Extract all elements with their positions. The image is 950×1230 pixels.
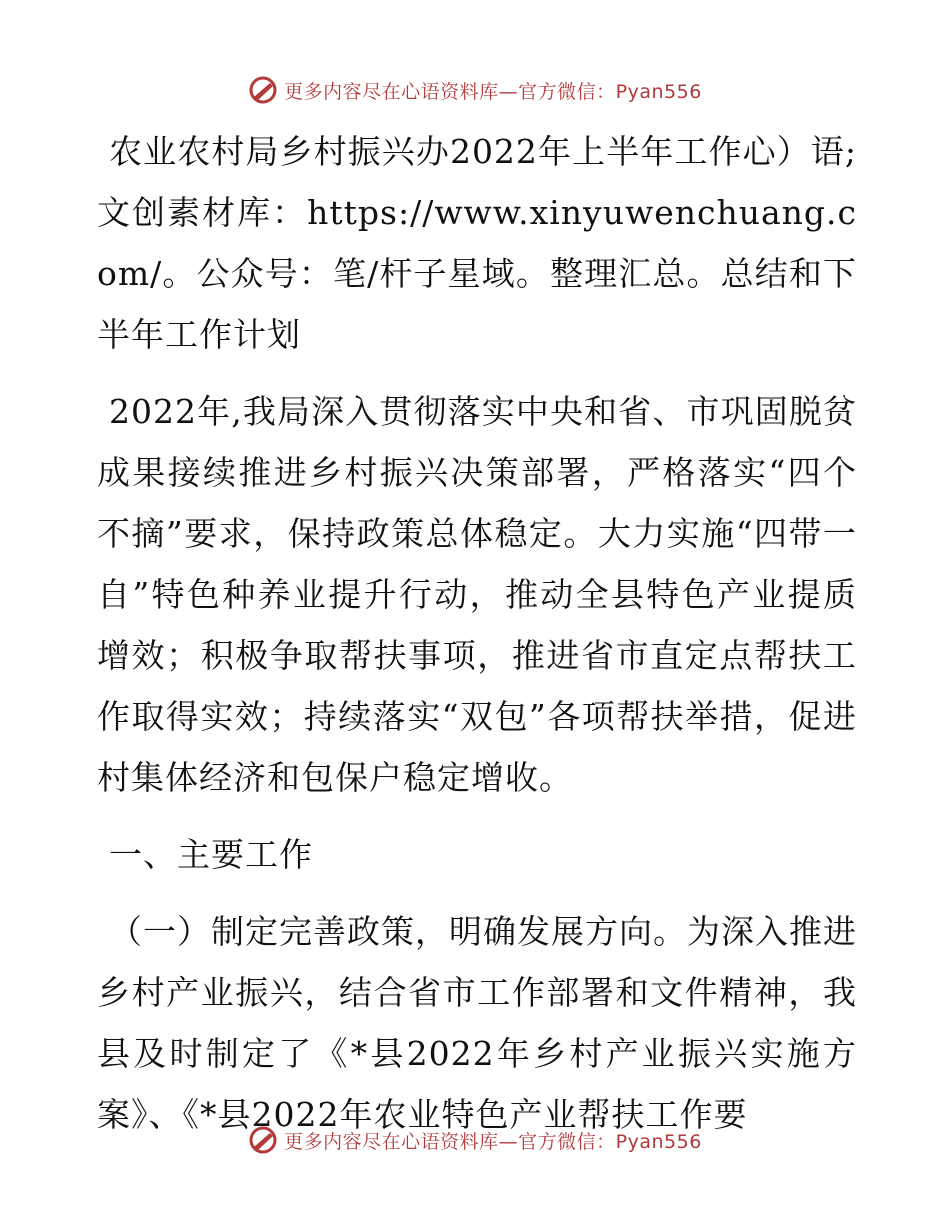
header-watermark	[0, 70, 950, 110]
watermark-text: 更多内容尽在心语资料库—官方微信：Pyan556	[284, 1130, 702, 1153]
section-item-one: （一）制定完善政策，明确发展方向。为深入推进乡村产业振兴，结合省市工作部署和文件精神，我县及时制定了《*县2022年乡村产业振兴实施方案》、《*县2022年农业特色产业帮扶工作要	[97, 912, 857, 1134]
intro-paragraph: 2022年,我局深入贯彻落实中央和省、市巩固脱贫成果接续推进乡村振兴决策部署，严格落实“四个不摘”要求，保持政策总体稳定。大力实施“四带一自”特色种养业提升行动，推动全县特色产业提质增效；积极争取帮扶事项，推进省市直定点帮扶工作取得实效；持续落实“双包”各项帮扶举措，促进村集体经济和包保户稳定增收。	[97, 392, 857, 797]
section-heading: 一、主要工作	[109, 835, 313, 874]
watermark-text: 更多内容尽在心语资料库—官方微信：Pyan556	[284, 80, 702, 103]
document-body	[97, 121, 857, 1145]
footer-watermark	[0, 1120, 950, 1160]
document-title: 农业农村局乡村振兴办2022年上半年工作心）语;文创素材库：https://www.xinyuwenchuang.com/。公众号：笔/杆子星域。整理汇总。总结和下半年工作计划	[97, 132, 857, 354]
brush-seal-icon	[248, 1125, 278, 1155]
brush-seal-icon	[248, 75, 278, 105]
